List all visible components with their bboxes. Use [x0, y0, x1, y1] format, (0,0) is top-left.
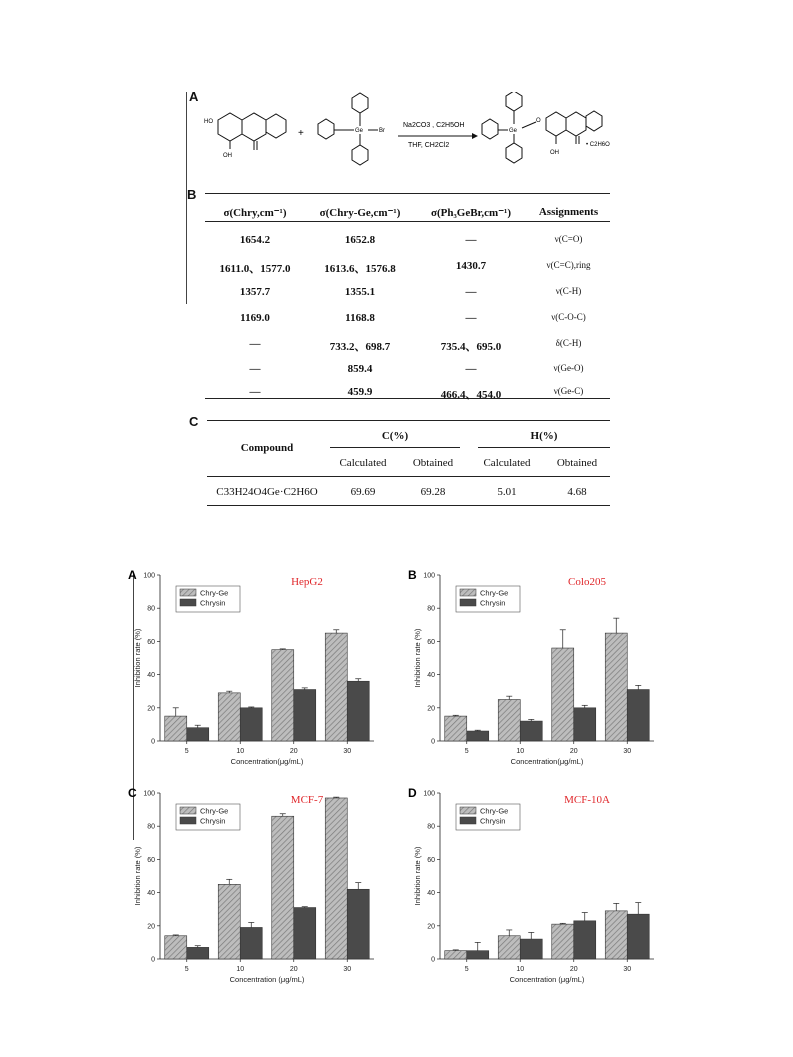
elemental-panel-letter: C — [189, 414, 199, 429]
ir-row-2-ph3gebr: 1430.7 — [455, 260, 487, 272]
legend-label: Chry-Ge — [480, 806, 509, 816]
x-axis-label: Concentration (μg/mL) — [509, 975, 585, 984]
legend-label: Chrysin — [480, 816, 506, 826]
y-tick-label: 60 — [427, 638, 435, 646]
o-label: O — [536, 118, 541, 124]
x-tick-label: 10 — [236, 966, 245, 973]
ea-compound: C33H24O4Ge·C2H6O — [216, 486, 318, 498]
legend-label: Chry-Ge — [480, 588, 509, 598]
ir-row-7-chryge: 459.9 — [347, 386, 373, 398]
legend-label: Chrysin — [200, 598, 226, 608]
bar-chrysin-10 — [240, 708, 262, 741]
ir-row-4-ph3gebr: — — [465, 312, 477, 324]
y-tick-label: 40 — [427, 672, 435, 680]
bar-chryge-10 — [218, 884, 240, 959]
bar-chryge-30 — [325, 798, 347, 959]
x-tick-label: 10 — [236, 748, 245, 755]
ir-header-chry: σ(Chry,cm⁻¹) — [223, 207, 287, 219]
bar-chryge-5 — [445, 951, 467, 959]
x-tick-label: 5 — [464, 966, 469, 973]
ea-h-rule — [478, 447, 610, 448]
ir-row-5-chryge: 733.2、698.7 — [329, 341, 391, 353]
ge-label-product: Ge — [509, 128, 518, 134]
y-axis-label: Inhibition rate (%) — [133, 846, 142, 906]
y-axis-label: Inhibition rate (%) — [413, 628, 422, 688]
ir-row-3-assign: ν(C-H) — [555, 286, 582, 296]
chart-colo205 — [408, 565, 668, 770]
y-tick-label: 40 — [147, 672, 155, 680]
ho-label: HO — [204, 119, 213, 125]
br-label: Br — [379, 128, 385, 134]
ea-c-header: C(%) — [381, 430, 409, 442]
chart-panel-letter: B — [408, 568, 417, 582]
y-tick-label: 20 — [147, 705, 155, 713]
ea-bottom-rule — [207, 505, 610, 506]
ea-h-header: H(%) — [530, 430, 558, 442]
legend-swatch-chryge — [460, 589, 476, 596]
y-tick-label: 80 — [147, 823, 155, 831]
ea-c-rule — [330, 447, 460, 448]
bar-chryge-5 — [445, 716, 467, 741]
ir-row-1-chry: 1654.2 — [239, 234, 271, 246]
y-axis-label: Inhibition rate (%) — [413, 846, 422, 906]
ea-h-calc: 5.01 — [497, 486, 517, 498]
ea-sub-c-obt: Obtained — [412, 457, 454, 469]
ea-top-rule — [207, 420, 610, 421]
y-tick-label: 0 — [431, 738, 435, 746]
bar-chryge-30 — [325, 633, 347, 741]
ir-row-1-ph3gebr: — — [465, 234, 477, 246]
ir-row-2-chry: 1611.0、1577.0 — [219, 263, 291, 275]
legend-label: Chrysin — [200, 816, 226, 826]
y-tick-label: 20 — [427, 923, 435, 931]
chart-title: Colo205 — [568, 576, 606, 588]
x-tick-label: 5 — [464, 748, 469, 755]
bar-chrysin-5 — [187, 728, 209, 741]
y-tick-label: 40 — [147, 890, 155, 898]
y-tick-label: 20 — [427, 705, 435, 713]
y-tick-label: 100 — [143, 790, 155, 798]
reaction-scheme — [190, 92, 640, 180]
bar-chryge-20 — [552, 648, 574, 741]
bar-chrysin-5 — [467, 951, 489, 959]
plus-sign: + — [298, 128, 304, 139]
bar-chrysin-30 — [347, 889, 369, 959]
ir-bottom-rule — [205, 398, 610, 399]
chart-panel-letter: A — [128, 568, 137, 582]
scheme-panel-letter: A — [189, 89, 199, 104]
legend-swatch-chryge — [180, 807, 196, 814]
bar-chrysin-20 — [574, 708, 596, 741]
ir-row-3-ph3gebr: — — [465, 286, 477, 298]
ea-header-rule — [207, 476, 610, 477]
ir-row-4-assign: ν(C-O-C) — [551, 312, 586, 322]
ea-compound-header: Compound — [240, 442, 294, 454]
bar-chrysin-5 — [187, 947, 209, 959]
ir-header-rule — [205, 221, 610, 222]
ea-h-obt: 4.68 — [567, 486, 587, 498]
ir-row-2-assign: ν(C=C),ring — [546, 260, 591, 270]
x-tick-label: 5 — [184, 748, 189, 755]
ea-sub-h-obt: Obtained — [556, 457, 598, 469]
product-structure — [482, 92, 602, 163]
ir-row-6-chry: — — [249, 363, 261, 375]
y-tick-label: 0 — [151, 956, 155, 964]
legend-swatch-chrysin — [460, 599, 476, 606]
bar-chrysin-20 — [294, 690, 316, 741]
x-axis-label: Concentration(μg/mL) — [230, 757, 304, 766]
chart-title: MCF-10A — [564, 794, 610, 806]
x-tick-label: 30 — [343, 966, 352, 973]
oh-label: OH — [223, 153, 232, 159]
bar-chryge-30 — [605, 633, 627, 741]
y-axis-label: Inhibition rate (%) — [133, 628, 142, 688]
solvents-label: THF, CH2Cl2 — [408, 142, 450, 149]
ir-row-3-chryge: 1355.1 — [344, 286, 376, 298]
bar-chrysin-10 — [240, 927, 262, 959]
x-tick-label: 20 — [569, 966, 578, 973]
legend-label: Chry-Ge — [200, 588, 229, 598]
ir-row-5-assign: δ(C-H) — [555, 338, 582, 348]
ir-row-7-assign: ν(Ge-C) — [553, 386, 584, 396]
chart-panel-letter: D — [408, 786, 417, 800]
x-tick-label: 5 — [184, 966, 189, 973]
ir-header-assign: Assignments — [538, 206, 599, 218]
x-tick-label: 10 — [516, 748, 525, 755]
y-tick-label: 0 — [431, 956, 435, 964]
ea-sub-h-calc: Calculated — [483, 457, 531, 469]
bar-chrysin-10 — [520, 721, 542, 741]
bar-chryge-10 — [498, 700, 520, 742]
ir-top-rule — [205, 193, 610, 194]
y-tick-label: 0 — [151, 738, 155, 746]
bar-chryge-30 — [605, 911, 627, 959]
y-tick-label: 60 — [147, 856, 155, 864]
y-tick-label: 20 — [147, 923, 155, 931]
ir-row-7-chry: — — [249, 386, 261, 398]
legend-swatch-chrysin — [180, 817, 196, 824]
y-tick-label: 80 — [427, 605, 435, 613]
chrysin-structure — [218, 113, 286, 150]
x-tick-label: 20 — [289, 748, 298, 755]
bar-chrysin-30 — [347, 681, 369, 741]
y-tick-label: 40 — [427, 890, 435, 898]
x-axis-label: Concentration (μg/mL) — [229, 975, 305, 984]
legend-swatch-chryge — [180, 589, 196, 596]
bar-chryge-20 — [552, 924, 574, 959]
ea-c-calc: 69.69 — [350, 486, 376, 498]
ge-label-reagent: Ge — [355, 128, 364, 134]
x-tick-label: 30 — [343, 748, 352, 755]
chart-panel-letter: C — [128, 786, 137, 800]
ir-row-3-chry: 1357.7 — [239, 286, 271, 298]
bar-chryge-5 — [165, 716, 187, 741]
ir-row-7-ph3gebr: 466.4、454.0 — [440, 389, 502, 401]
y-tick-label: 80 — [147, 605, 155, 613]
solvate-label: • C2H6O — [586, 142, 610, 148]
ir-row-2-chryge: 1613.6、1576.8 — [324, 263, 396, 275]
ph3gebr-structure — [318, 93, 378, 165]
chart-hepg2 — [128, 565, 388, 770]
ir-row-4-chry: 1169.0 — [240, 312, 270, 324]
x-tick-label: 30 — [623, 748, 632, 755]
bar-chryge-20 — [272, 650, 294, 741]
ir-row-6-assign: ν(Ge-O) — [553, 363, 584, 373]
chart-title: MCF-7 — [290, 794, 324, 806]
ir-header-chryge: σ(Chry-Ge,cm⁻¹) — [319, 207, 401, 219]
ir-row-6-ph3gebr: — — [465, 363, 477, 375]
bar-chryge-10 — [218, 693, 240, 741]
legend-label: Chrysin — [480, 598, 506, 608]
y-tick-label: 60 — [427, 856, 435, 864]
legend-label: Chry-Ge — [200, 806, 229, 816]
bar-chryge-10 — [498, 936, 520, 959]
reagents-label: Na2CO3 , C2H5OH — [403, 122, 465, 129]
y-tick-label: 100 — [143, 572, 155, 580]
chart-mcf10a — [408, 783, 668, 988]
bar-chryge-5 — [165, 936, 187, 959]
ir-row-4-chryge: 1168.8 — [345, 312, 375, 324]
bar-chrysin-10 — [520, 939, 542, 959]
ir-panel-letter: B — [187, 187, 197, 202]
oh-product-label: OH — [550, 150, 559, 156]
y-tick-label: 100 — [423, 572, 435, 580]
x-tick-label: 20 — [569, 748, 578, 755]
x-tick-label: 30 — [623, 966, 632, 973]
legend-swatch-chrysin — [180, 599, 196, 606]
legend-swatch-chryge — [460, 807, 476, 814]
y-tick-label: 60 — [147, 638, 155, 646]
bar-chrysin-20 — [294, 908, 316, 959]
ir-header-ph3gebr: σ(Ph₃GeBr,cm⁻¹) — [431, 207, 511, 219]
y-tick-label: 100 — [423, 790, 435, 798]
bar-chrysin-20 — [574, 921, 596, 959]
bar-chryge-20 — [272, 816, 294, 959]
ir-row-5-ph3gebr: 735.4、695.0 — [440, 341, 502, 353]
bar-chrysin-30 — [627, 690, 649, 741]
chart-title: HepG2 — [291, 576, 323, 588]
ea-sub-c-calc: Calculated — [339, 457, 387, 469]
x-tick-label: 10 — [516, 966, 525, 973]
ea-c-obt: 69.28 — [420, 486, 446, 498]
ir-row-5-chry: — — [249, 338, 261, 350]
ir-row-1-assign: ν(C=O) — [554, 234, 583, 244]
chart-mcf7 — [128, 783, 388, 988]
x-tick-label: 20 — [289, 966, 298, 973]
y-tick-label: 80 — [427, 823, 435, 831]
bar-chrysin-30 — [627, 914, 649, 959]
ir-row-1-chryge: 1652.8 — [344, 234, 376, 246]
bar-chrysin-5 — [467, 731, 489, 741]
x-axis-label: Concentration(μg/mL) — [510, 757, 584, 766]
ir-row-6-chryge: 859.4 — [347, 363, 373, 375]
legend-swatch-chrysin — [460, 817, 476, 824]
